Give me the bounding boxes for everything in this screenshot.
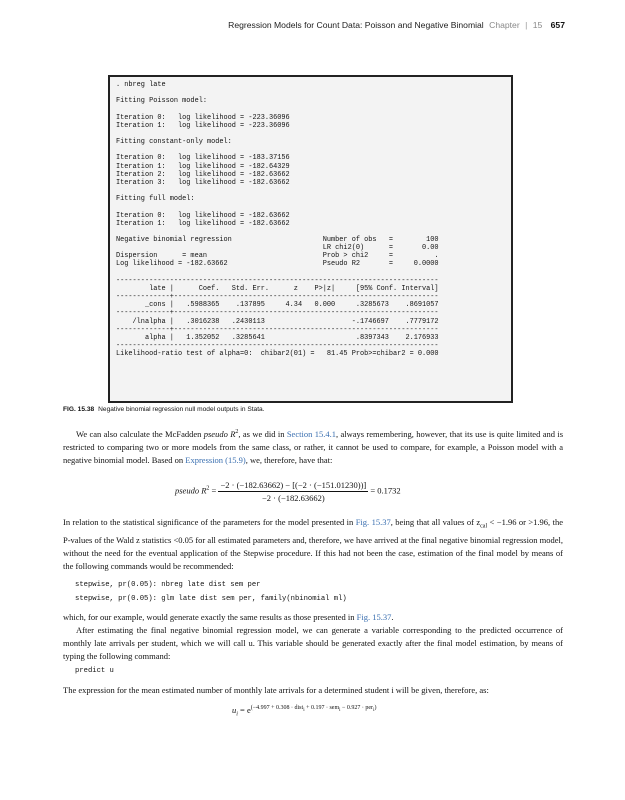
link-fig-15-37[interactable]: Fig. 15.37 bbox=[355, 517, 391, 527]
figure-caption-text: Negative binomial regression null model outputs in Stata. bbox=[98, 406, 265, 413]
page-number: 657 bbox=[550, 20, 565, 30]
figure-caption bbox=[63, 406, 265, 413]
paragraph-expression: The expression for the mean estimated number of monthly late arrivals for a determined student i will be given, therefore, as: bbox=[63, 685, 489, 695]
running-header: Regression Models for Count Data: Poisson and Negative Binomial Chapter | 15 657 bbox=[228, 20, 565, 30]
link-expression-15-9[interactable]: Expression (15.9) bbox=[185, 454, 246, 465]
code-stepwise-commands: stepwise, pr(0.05): nbreg late dist sem per stepwise, pr(0.05): glm late dist sem per, family(nbinomial ml) bbox=[75, 581, 347, 603]
stata-output-figure bbox=[108, 75, 513, 403]
header-chapter-label: Chapter bbox=[489, 20, 520, 30]
equation-pseudo-r2: pseudo $R^2$ = $\frac{-2 \cdot (-182.63662) - [(-2 \cdot (-151.01230))]}{-2 \cdot (-182.63662)}$ = 0.1732 bbox=[175, 480, 401, 503]
figure-label: FIG. 15.38 bbox=[63, 406, 95, 413]
code-predict-command: predict u bbox=[75, 667, 114, 675]
link-section-15-4-1[interactable]: Section 15.4.1 bbox=[286, 428, 336, 439]
header-title: Regression Models for Count Data: Poisson and Negative Binomial bbox=[228, 20, 484, 30]
equation-denominator: −2 · (−182.63662) bbox=[261, 493, 325, 503]
equation-u: $u_i = e^{(-4.997 + 0.308 \cdot dist_i + 0.197 \cdot sem_i - 0.927 \cdot per_i)}$ bbox=[232, 705, 377, 718]
paragraph-same-results: which, for our example, would generate exactly the same results as those presented in Fig. 15.37. bbox=[63, 612, 394, 622]
paragraph-predicted-variable: After estimating the final negative binomial regression model, we can generate a variable corresponding to the predicted occurrence of monthly late arrivals per student, which we will call u. This variable should be generated exactly after the final model estimation, by means of typing the following command: bbox=[63, 625, 563, 661]
header-chapter-number: 15 bbox=[532, 20, 543, 30]
equation-numerator: −2 · (−182.63662) − [(−2 · (−151.01230))] bbox=[220, 480, 367, 490]
stata-output-text: . nbreg late Fitting Poisson model: Iteration 0: log likelihood = -223.36096 Iteration 1: log likelihood = -223.36096 Fitting constant-only model: Iteration 0: log likelihood = -183.37156 Iteration 1: log likelihood = -182.64329 Iteration 2: log likelihood = -182.63662 Iteration 3: log likelihood = -182.63662 Fitting full model: Iteration 0: log likelihood = -182.63662 Iteration 1: log likelihood = -182.63662 Negative binomial regression Number of obs = 100 LR chi2(0) = 0.00 Dispersion = mean Prob > chi2 = . Log likelihood = -182.63662 Pseudo R2 = 0.0000 ------------------------------------------------------------------------------ late | Coef. Std. Err. z P>|z| [95% Conf. Interval] -------------+---------------------------------------------------------------- _cons | .5988365 .137895 4.34 0.000 .3285673 .8691057 -------------+---------------------------------------------------------------- /lnalpha | .3016238 .2430113 -.1746697 .7779172 -------------+---------------------------------------------------------------- alpha | 1.352052 .3285641 .8397343 2.176933 ------------------------------------------------------------------------------ Likelihood-ratio test of alpha=0: chibar2(01) = 81.45 Prob>=chibar2 = 0.000 bbox=[116, 81, 439, 359]
paragraph-significance: In relation to the statistical significance of the parameters for the model presented in Fig. 15.37, being that all values of $z_{cal} < -1.96$ or >1.96, the P-values of the Wald z statistics <0.05 for all estimated parameters and, therefore, we have arrived at the final negative binomial regression model, without the need for the eventual application of the Stepwise procedure. If this had not been the case, estimation of the final model by means of the following commands would be recommended: bbox=[63, 517, 563, 571]
link-fig-15-37-b[interactable]: Fig. 15.37 bbox=[356, 612, 392, 622]
equation-exponent: (−4.997 + 0.308 · disti + 0.197 · semi − 0.927 · peri) bbox=[250, 705, 377, 714]
paragraph-mcfadden: We can also calculate the McFadden pseudo $R^2$, as we did in Section 15.4.1, always remembering, however, that its use is quite limited and is restricted to comparing two or more models from the same class, or rather, it cannot be used to compare, for example, a Poisson model with a negative binomial model. Based on Expression (15.9), we, therefore, have that: bbox=[63, 428, 564, 465]
equation-result: = 0.1732 bbox=[370, 485, 401, 496]
